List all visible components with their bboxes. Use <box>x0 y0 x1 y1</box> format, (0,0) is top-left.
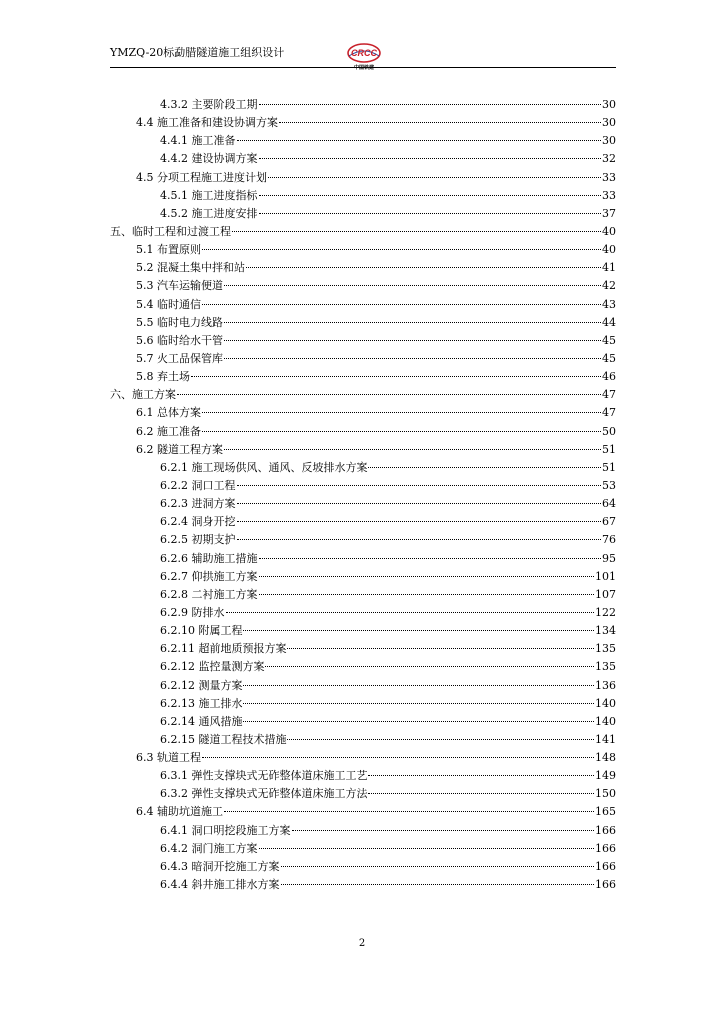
toc-entry-title: 6.2.6 辅助施工措施 <box>160 551 258 565</box>
toc-entry[interactable] <box>110 223 616 241</box>
toc-entry[interactable] <box>110 368 616 386</box>
toc-entry-title: 5.4 临时通信 <box>136 297 201 311</box>
toc-entry[interactable] <box>110 767 616 785</box>
toc-entry[interactable] <box>110 513 616 531</box>
toc-entry-title: 5.3 汽车运输便道 <box>136 279 223 293</box>
toc-entry-page: 135 <box>595 660 616 674</box>
toc-entry[interactable] <box>110 114 616 132</box>
toc-entry[interactable] <box>110 277 616 295</box>
toc-entry-title: 6.4.1 洞口明挖段施工方案 <box>160 823 291 837</box>
toc-entry[interactable] <box>110 731 616 749</box>
toc-leader-dots <box>237 503 602 504</box>
toc-entry[interactable] <box>110 803 616 821</box>
toc-entry-page: 40 <box>602 224 616 238</box>
toc-entry-page: 43 <box>602 297 616 311</box>
toc-entry-title: 6.2.12 监控量测方案 <box>160 660 265 674</box>
toc-entry-page: 41 <box>602 261 616 275</box>
toc-entry-page: 140 <box>595 696 616 710</box>
toc-entry-title: 6.2.11 超前地质预报方案 <box>160 642 287 656</box>
toc-entry-title: 五、临时工程和过渡工程 <box>110 224 231 238</box>
toc-entry[interactable] <box>110 459 616 477</box>
toc-leader-dots <box>224 285 601 286</box>
toc-leader-dots <box>237 485 602 486</box>
toc-leader-dots <box>202 412 601 413</box>
toc-entry-page: 32 <box>602 152 616 166</box>
toc-entry-title: 6.2.2 洞口工程 <box>160 478 236 492</box>
toc-entry-page: 101 <box>595 569 616 583</box>
toc-entry[interactable] <box>110 822 616 840</box>
toc-entry-page: 37 <box>602 206 616 220</box>
toc-entry[interactable] <box>110 423 616 441</box>
toc-leader-dots <box>224 322 601 323</box>
toc-entry-title: 4.5.2 施工进度安排 <box>160 206 258 220</box>
toc-entry-title: 6.2.15 隧道工程技术措施 <box>160 732 287 746</box>
toc-leader-dots <box>202 249 601 250</box>
toc-entry-title: 6.2.5 初期支护 <box>160 533 236 547</box>
toc-entry-title: 6.3 轨道工程 <box>136 751 201 765</box>
toc-entry-title: 5.6 临时给水干管 <box>136 333 223 347</box>
toc-entry-title: 6.2.7 仰拱施工方案 <box>160 569 258 583</box>
table-of-contents <box>110 96 616 894</box>
toc-entry[interactable] <box>110 477 616 495</box>
toc-leader-dots <box>268 177 601 178</box>
toc-leader-dots <box>281 866 595 867</box>
toc-entry-page: 67 <box>602 515 616 529</box>
toc-entry[interactable] <box>110 568 616 586</box>
toc-entry-page: 51 <box>602 460 616 474</box>
toc-entry-title: 6.2 施工准备 <box>136 424 201 438</box>
toc-entry-page: 150 <box>595 787 616 801</box>
toc-entry[interactable] <box>110 150 616 168</box>
toc-leader-dots <box>237 539 602 540</box>
toc-entry-page: 107 <box>595 587 616 601</box>
toc-leader-dots <box>292 830 595 831</box>
toc-entry-title: 6.4.3 暗洞开挖施工方案 <box>160 859 280 873</box>
toc-entry-page: 47 <box>602 388 616 402</box>
toc-entry-title: 4.5 分项工程施工进度计划 <box>136 170 267 184</box>
toc-entry[interactable] <box>110 259 616 277</box>
toc-entry-title: 6.2.1 施工现场供风、通风、反坡排水方案 <box>160 460 368 474</box>
toc-leader-dots <box>224 811 594 812</box>
page-header <box>110 46 616 71</box>
toc-leader-dots <box>246 267 601 268</box>
toc-entry-title: 6.2 隧道工程方案 <box>136 442 223 456</box>
toc-entry[interactable] <box>110 858 616 876</box>
toc-leader-dots <box>232 231 601 232</box>
toc-entry[interactable] <box>110 658 616 676</box>
toc-leader-dots <box>177 394 601 395</box>
toc-entry-page: 64 <box>602 497 616 511</box>
header-divider <box>110 67 616 68</box>
toc-entry-page: 136 <box>595 678 616 692</box>
toc-entry-title: 5.2 混凝土集中拌和站 <box>136 261 245 275</box>
toc-entry[interactable] <box>110 677 616 695</box>
toc-entry[interactable] <box>110 404 616 422</box>
toc-entry-page: 50 <box>602 424 616 438</box>
toc-leader-dots <box>259 213 602 214</box>
toc-entry-page: 135 <box>595 642 616 656</box>
toc-leader-dots <box>243 685 594 686</box>
toc-entry[interactable] <box>110 441 616 459</box>
toc-entry-title: 6.4 辅助坑道施工 <box>136 805 223 819</box>
toc-leader-dots <box>259 158 602 159</box>
toc-entry[interactable] <box>110 350 616 368</box>
toc-entry-title: 6.3.2 弹性支撑块式无砟整体道床施工方法 <box>160 787 368 801</box>
toc-entry-page: 166 <box>595 823 616 837</box>
toc-leader-dots <box>368 775 594 776</box>
toc-leader-dots <box>224 449 601 450</box>
toc-entry-page: 45 <box>602 351 616 365</box>
toc-entry[interactable] <box>110 187 616 205</box>
toc-leader-dots <box>191 376 601 377</box>
toc-entry[interactable] <box>110 314 616 332</box>
toc-entry-page: 30 <box>602 116 616 130</box>
toc-leader-dots <box>259 558 602 559</box>
toc-entry[interactable] <box>110 713 616 731</box>
toc-entry-page: 51 <box>602 442 616 456</box>
toc-leader-dots <box>243 630 594 631</box>
toc-leader-dots <box>202 757 594 758</box>
toc-entry-page: 148 <box>595 751 616 765</box>
toc-entry-page: 30 <box>602 134 616 148</box>
toc-leader-dots <box>281 884 595 885</box>
toc-entry[interactable] <box>110 785 616 803</box>
toc-entry-title: 6.2.12 测量方案 <box>160 678 243 692</box>
toc-entry-page: 33 <box>602 188 616 202</box>
toc-leader-dots <box>287 739 594 740</box>
toc-entry-page: 95 <box>602 551 616 565</box>
toc-leader-dots <box>202 304 601 305</box>
toc-entry-page: 47 <box>602 406 616 420</box>
toc-entry-title: 6.2.9 防排水 <box>160 605 225 619</box>
toc-entry-page: 166 <box>595 859 616 873</box>
toc-entry-title: 6.2.14 通风措施 <box>160 714 243 728</box>
toc-entry[interactable] <box>110 241 616 259</box>
toc-leader-dots <box>259 104 602 105</box>
toc-entry[interactable] <box>110 622 616 640</box>
toc-entry[interactable] <box>110 495 616 513</box>
toc-entry[interactable] <box>110 586 616 604</box>
toc-entry[interactable] <box>110 749 616 767</box>
toc-entry-page: 134 <box>595 624 616 638</box>
china-railway-logo-icon <box>346 42 382 70</box>
toc-entry-title: 6.4.2 洞门施工方案 <box>160 841 258 855</box>
toc-entry-title: 六、施工方案 <box>110 388 176 402</box>
toc-entry-page: 149 <box>595 769 616 783</box>
toc-entry[interactable] <box>110 132 616 150</box>
toc-leader-dots <box>237 140 602 141</box>
logo-mark-text: CRCC <box>351 48 377 58</box>
toc-entry-page: 53 <box>602 478 616 492</box>
toc-entry[interactable] <box>110 296 616 314</box>
toc-entry-page: 40 <box>602 243 616 257</box>
toc-entry-title: 6.2.4 洞身开挖 <box>160 515 236 529</box>
toc-entry[interactable] <box>110 332 616 350</box>
toc-leader-dots <box>202 431 601 432</box>
toc-entry-title: 6.2.3 进洞方案 <box>160 497 236 511</box>
toc-leader-dots <box>224 358 601 359</box>
toc-entry-title: 6.2.13 施工排水 <box>160 696 243 710</box>
toc-entry-page: 165 <box>595 805 616 819</box>
toc-leader-dots <box>224 340 601 341</box>
toc-entry-title: 5.5 临时电力线路 <box>136 315 223 329</box>
toc-entry[interactable] <box>110 876 616 894</box>
toc-entry-page: 166 <box>595 878 616 892</box>
header-title: YMZQ-20标勐腊隧道施工组织设计 <box>110 46 285 59</box>
toc-entry-title: 6.4.4 斜井施工排水方案 <box>160 878 280 892</box>
toc-entry[interactable] <box>110 604 616 622</box>
toc-entry-title: 6.3.1 弹性支撑块式无砟整体道床施工工艺 <box>160 769 368 783</box>
toc-entry-title: 5.8 弃土场 <box>136 370 190 384</box>
toc-leader-dots <box>287 648 594 649</box>
toc-entry-page: 140 <box>595 714 616 728</box>
toc-leader-dots <box>237 521 602 522</box>
toc-entry[interactable] <box>110 695 616 713</box>
toc-leader-dots <box>243 703 594 704</box>
toc-entry-title: 6.2.8 二衬施工方案 <box>160 587 258 601</box>
toc-entry-page: 33 <box>602 170 616 184</box>
toc-entry[interactable] <box>110 640 616 658</box>
logo-mark-icon <box>346 42 382 66</box>
toc-entry-page: 141 <box>595 732 616 746</box>
toc-entry-page: 42 <box>602 279 616 293</box>
toc-entry-title: 5.7 火工品保管库 <box>136 351 223 365</box>
toc-leader-dots <box>279 122 601 123</box>
toc-entry-page: 76 <box>602 533 616 547</box>
toc-entry[interactable] <box>110 169 616 187</box>
logo-caption: 中国铁建 <box>353 65 374 71</box>
toc-leader-dots <box>259 848 595 849</box>
toc-entry-page: 166 <box>595 841 616 855</box>
toc-leader-dots <box>368 467 601 468</box>
toc-leader-dots <box>259 195 602 196</box>
toc-entry-page: 44 <box>602 315 616 329</box>
toc-leader-dots <box>259 594 595 595</box>
toc-entry[interactable] <box>110 550 616 568</box>
toc-entry[interactable] <box>110 840 616 858</box>
toc-entry-page: 30 <box>602 98 616 111</box>
toc-entry[interactable] <box>110 96 616 114</box>
toc-leader-dots <box>368 793 594 794</box>
toc-entry-title: 4.4.2 建设协调方案 <box>160 152 258 166</box>
toc-entry-title: 4.4.1 施工准备 <box>160 134 236 148</box>
toc-entry-title: 5.1 布置原则 <box>136 243 201 257</box>
toc-entry-title: 4.4 施工准备和建设协调方案 <box>136 116 278 130</box>
toc-leader-dots <box>243 721 594 722</box>
toc-entry-title: 4.3.2 主要阶段工期 <box>160 98 258 111</box>
toc-entry[interactable] <box>110 386 616 404</box>
toc-entry-title: 6.2.10 附属工程 <box>160 624 243 638</box>
toc-entry-title: 6.1 总体方案 <box>136 406 201 420</box>
page-number: 2 <box>358 938 366 949</box>
toc-leader-dots <box>259 576 595 577</box>
toc-entry-page: 45 <box>602 333 616 347</box>
toc-entry-title: 4.5.1 施工进度指标 <box>160 188 258 202</box>
toc-leader-dots <box>265 666 594 667</box>
toc-entry[interactable] <box>110 531 616 549</box>
toc-entry-page: 122 <box>595 605 616 619</box>
toc-leader-dots <box>226 612 595 613</box>
toc-entry[interactable] <box>110 205 616 223</box>
toc-entry-page: 46 <box>602 370 616 384</box>
